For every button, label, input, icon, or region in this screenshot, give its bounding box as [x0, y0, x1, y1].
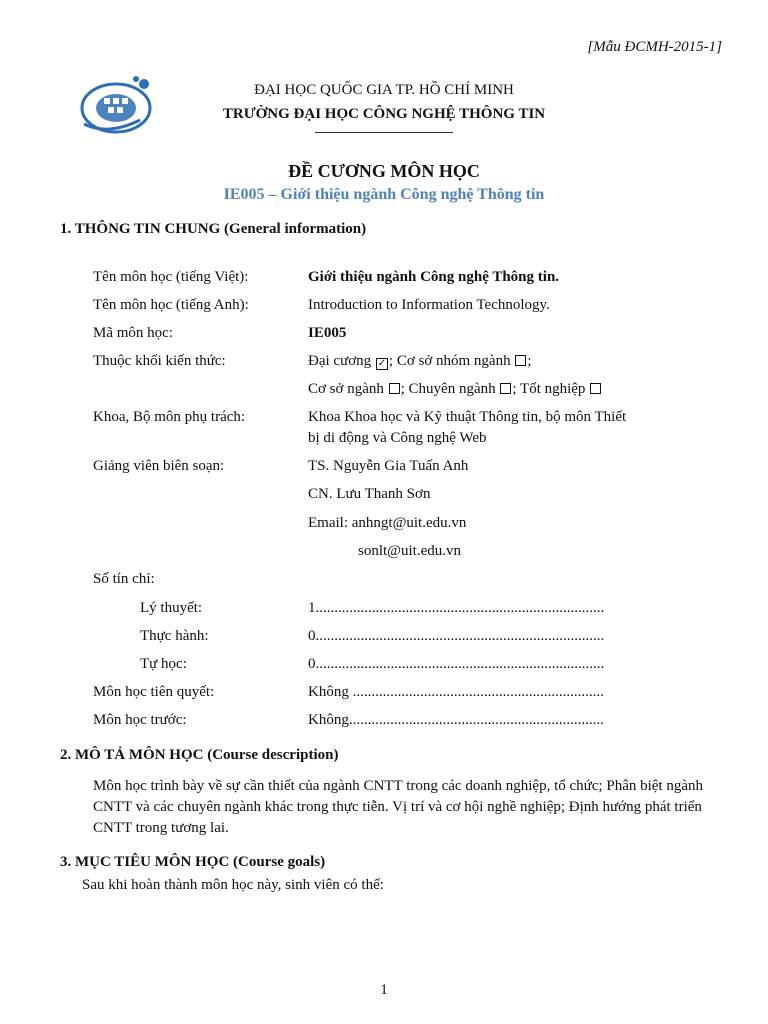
knowledge-block-label: Thuộc khối kiến thức:: [93, 353, 226, 369]
credits-label: Số tín chỉ:: [93, 571, 155, 587]
theory-value: 1.............................................................................: [308, 600, 605, 616]
block-grad-label: Tốt nghiệp: [520, 381, 586, 397]
course-code-label: Mã môn học:: [93, 325, 173, 341]
lecturer-2: CN. Lưu Thanh Sơn: [308, 486, 431, 502]
header-divider: [315, 132, 453, 133]
practice-value: 0.............................................................................: [308, 628, 605, 644]
theory-label: Lý thuyết:: [140, 600, 203, 616]
checkbox-checked-icon: ✓: [377, 358, 387, 369]
course-code-value: IE005: [308, 325, 347, 341]
course-description: Môn học trình bày về sự cần thiết của ngành CNTT trong các doanh nghiệp, tổ chức; Phân biệt ngành CNTT và các chuyên ngành khác trong thực tiễn. Vị trí và cơ hội nghề nghiệp; Định hướng phát triển CNTT trong tương lai.: [93, 778, 703, 836]
block-major-label: Cơ sở ngành: [308, 381, 384, 397]
checkbox-empty-icon: [515, 355, 526, 366]
form-code: [Mẫu ĐCMH-2015-1]: [587, 39, 722, 55]
document-subtitle: IE005 – Giới thiệu ngành Công nghệ Thông tin: [223, 186, 545, 203]
department-line1: Khoa Khoa học và Kỹ thuật Thông tin, bộ môn Thiết: [308, 409, 627, 425]
section1-heading: 1. THÔNG TIN CHUNG (General information): [60, 221, 367, 237]
lecturer-1: TS. Nguyễn Gia Tuấn Anh: [308, 458, 469, 474]
checkbox-empty-icon: [389, 383, 400, 394]
school-name: TRƯỜNG ĐẠI HỌC CÔNG NGHỆ THÔNG TIN: [222, 106, 546, 122]
course-goals-intro: Sau khi hoàn thành môn học này, sinh viên có thể:: [82, 877, 384, 893]
self-study-label: Tự học:: [140, 656, 187, 672]
email-line-1: Email: anhngt@uit.edu.vn: [308, 515, 467, 531]
block-special-label: Chuyên ngành: [408, 381, 496, 397]
knowledge-block-row2: Cơ sở ngành ; Chuyên ngành ; Tốt nghiệp: [308, 380, 602, 398]
name-vi-value: Giới thiệu ngành Công nghệ Thông tin.: [308, 269, 560, 285]
practice-label: Thực hành:: [140, 628, 209, 644]
email-line-2: sonlt@uit.edu.vn: [358, 543, 461, 559]
name-en-value: Introduction to Information Technology.: [308, 297, 550, 313]
section3-heading: 3. MỤC TIÊU MÔN HỌC (Course goals): [60, 854, 326, 870]
block-group-label: Cơ sở nhóm ngành: [396, 353, 511, 369]
prior-course-value: Không....................................................................: [308, 712, 604, 728]
block-general-label: Đại cương: [308, 353, 372, 369]
name-en-label: Tên môn học (tiếng Anh):: [93, 297, 249, 313]
section2-heading: 2. MÔ TẢ MÔN HỌC (Course description): [60, 747, 339, 763]
self-study-value: 0.............................................................................: [308, 656, 605, 672]
name-vi-label: Tên môn học (tiếng Việt):: [93, 269, 249, 285]
department-line2: bị di động và Công nghệ Web: [308, 430, 487, 446]
knowledge-block-row1: Đại cương ✓ ; Cơ sở nhóm ngành ;: [308, 353, 532, 369]
prerequisite-value: Không ...................................................................: [308, 684, 604, 700]
university-name: ĐẠI HỌC QUỐC GIA TP. HỒ CHÍ MINH: [254, 82, 514, 98]
checkbox-empty-icon: [500, 383, 511, 394]
document-title: ĐỀ CƯƠNG MÔN HỌC: [288, 161, 480, 181]
department-label: Khoa, Bộ môn phụ trách:: [93, 409, 246, 425]
checkbox-empty-icon: [590, 383, 601, 394]
prior-course-label: Môn học trước:: [93, 712, 187, 728]
prerequisite-label: Môn học tiên quyết:: [93, 684, 215, 700]
page-number: 1: [380, 982, 388, 998]
lecturer-label: Giảng viên biên soạn:: [93, 458, 225, 474]
